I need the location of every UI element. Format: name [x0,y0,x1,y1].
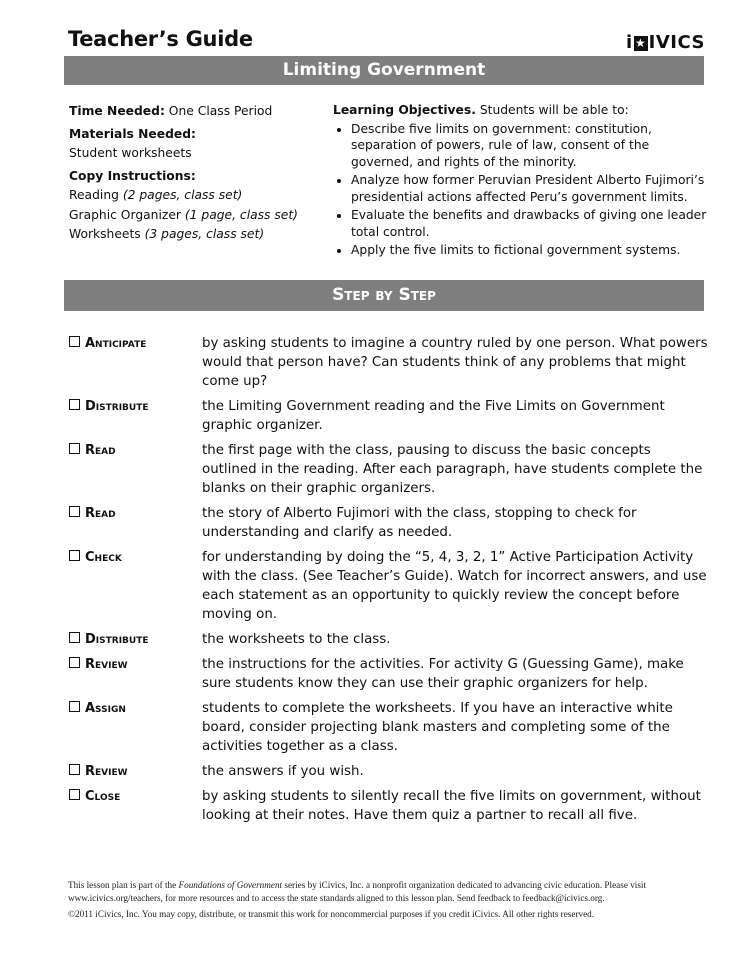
objective-item: • Evaluate the benefits and drawbacks of giving one leader total control. [351,207,708,240]
step-text: the story of Alberto Fujimori with the class, stopping to check for understanding and clarify as needed. [202,506,637,540]
logo-text-i: i [625,32,633,53]
lesson-info [69,102,319,245]
star-icon: ★ [635,36,647,50]
step-row [69,334,709,391]
logo-text-civics: IVICS [648,32,705,53]
checkbox-icon[interactable] [69,506,80,517]
step-label: Read [85,506,116,521]
lesson-title-banner: Limiting Government [64,56,704,85]
step-label: Distribute [85,399,149,414]
footer-copyright: ©2011 iCivics, Inc. You may copy, distribute, or transmit this work for noncommercial purposes if you credit iCivics. All other rights reserved. [68,909,595,919]
step-label: Anticipate [85,336,147,351]
step-by-step-banner: Step by Step [64,280,704,311]
objective-item: • Analyze how former Peruvian President Alberto Fujimori’s presidential actions affected Peru’s government limits. [351,172,708,205]
copy-item: Reading (2 pages, class set) [69,188,243,202]
step-row [69,548,709,624]
checkbox-icon[interactable] [69,399,80,410]
learning-objectives [333,102,708,261]
checkbox-icon[interactable] [69,443,80,454]
objective-item: • Apply the five limits to fictional government systems. [351,242,708,259]
step-row [69,441,709,498]
step-row [69,397,709,435]
objectives-list [333,121,708,259]
step-text: the first page with the class, pausing to discuss the basic concepts outlined in the reading. After each paragraph, have students complete the blanks on their graphic organizers. [202,443,703,496]
checkbox-icon[interactable] [69,789,80,800]
step-row [69,787,709,825]
step-text: the Limiting Government reading and the Five Limits on Government graphic organizer. [202,399,665,433]
step-text: the answers if you wish. [202,764,364,779]
step-text: by asking students to silently recall the five limits on government, without looking at their notes. Have them quiz a partner to recall all five. [202,789,701,823]
step-label: Review [85,657,128,672]
copy-label: Copy Instructions: [69,168,196,183]
step-text: the worksheets to the class. [202,632,391,647]
time-label: Time Needed: [69,104,165,118]
step-text: students to complete the worksheets. If you have an interactive white board, consider projecting blank masters and completing some of the activities together as a class. [202,701,673,754]
materials-value: Student worksheets [69,146,192,160]
time-needed [69,102,319,122]
step-label: Close [85,789,121,804]
step-row [69,699,709,756]
step-row [69,504,709,542]
time-value: One Class Period [168,104,273,118]
checkbox-icon[interactable] [69,701,80,712]
copy-item: Worksheets (3 pages, class set) [69,227,265,241]
step-row [69,630,709,649]
objective-item: • Describe five limits on government: constitution, separation of powers, rule of law, consent of the governed, and rights of the minority. [351,121,708,171]
checkbox-icon[interactable] [69,550,80,561]
steps-list [69,334,709,831]
icivics-logo [626,32,705,53]
step-label: Check [85,550,122,565]
materials-label: Materials Needed: [69,126,196,141]
copy-item: Graphic Organizer (1 page, class set) [69,207,298,222]
checkbox-icon[interactable] [69,336,80,347]
checkbox-icon[interactable] [69,764,80,775]
step-text: the instructions for the activities. For activity G (Guessing Game), make sure students know they can use their graphic organizers for help. [202,657,684,691]
footer [68,879,718,924]
checkbox-icon[interactable] [69,632,80,643]
step-label: Distribute [85,632,149,647]
step-text: for understanding by doing the “5, 4, 3, 2, 1” Active Participation Activity with the class. (See Teacher’s Guide). Watch for incorrect answers, and use each statement as an opportunity to quickly review the concept before moving on. [202,550,707,622]
step-row [69,762,709,781]
checkbox-icon[interactable] [69,657,80,668]
objectives-heading: Learning Objectives. Students will be able to: [333,103,629,117]
step-label: Read [85,443,116,458]
step-text: by asking students to imagine a country ruled by one person. What powers would that person have? Can students think of any problems that might come up? [202,336,708,389]
step-label: Review [85,764,128,779]
step-label: Assign [85,701,126,716]
page-title: Teacher’s Guide [68,27,253,51]
footer-about: This lesson plan is part of the Foundations of Government series by iCivics, Inc. a nonprofit organization dedicated to advancing civic education. Please visit www.icivics.org/teachers, for more resources and to access the state standards aligned to this lesson plan. Send feedback to feedback@icivics.org. [68,880,647,903]
step-row [69,655,709,693]
